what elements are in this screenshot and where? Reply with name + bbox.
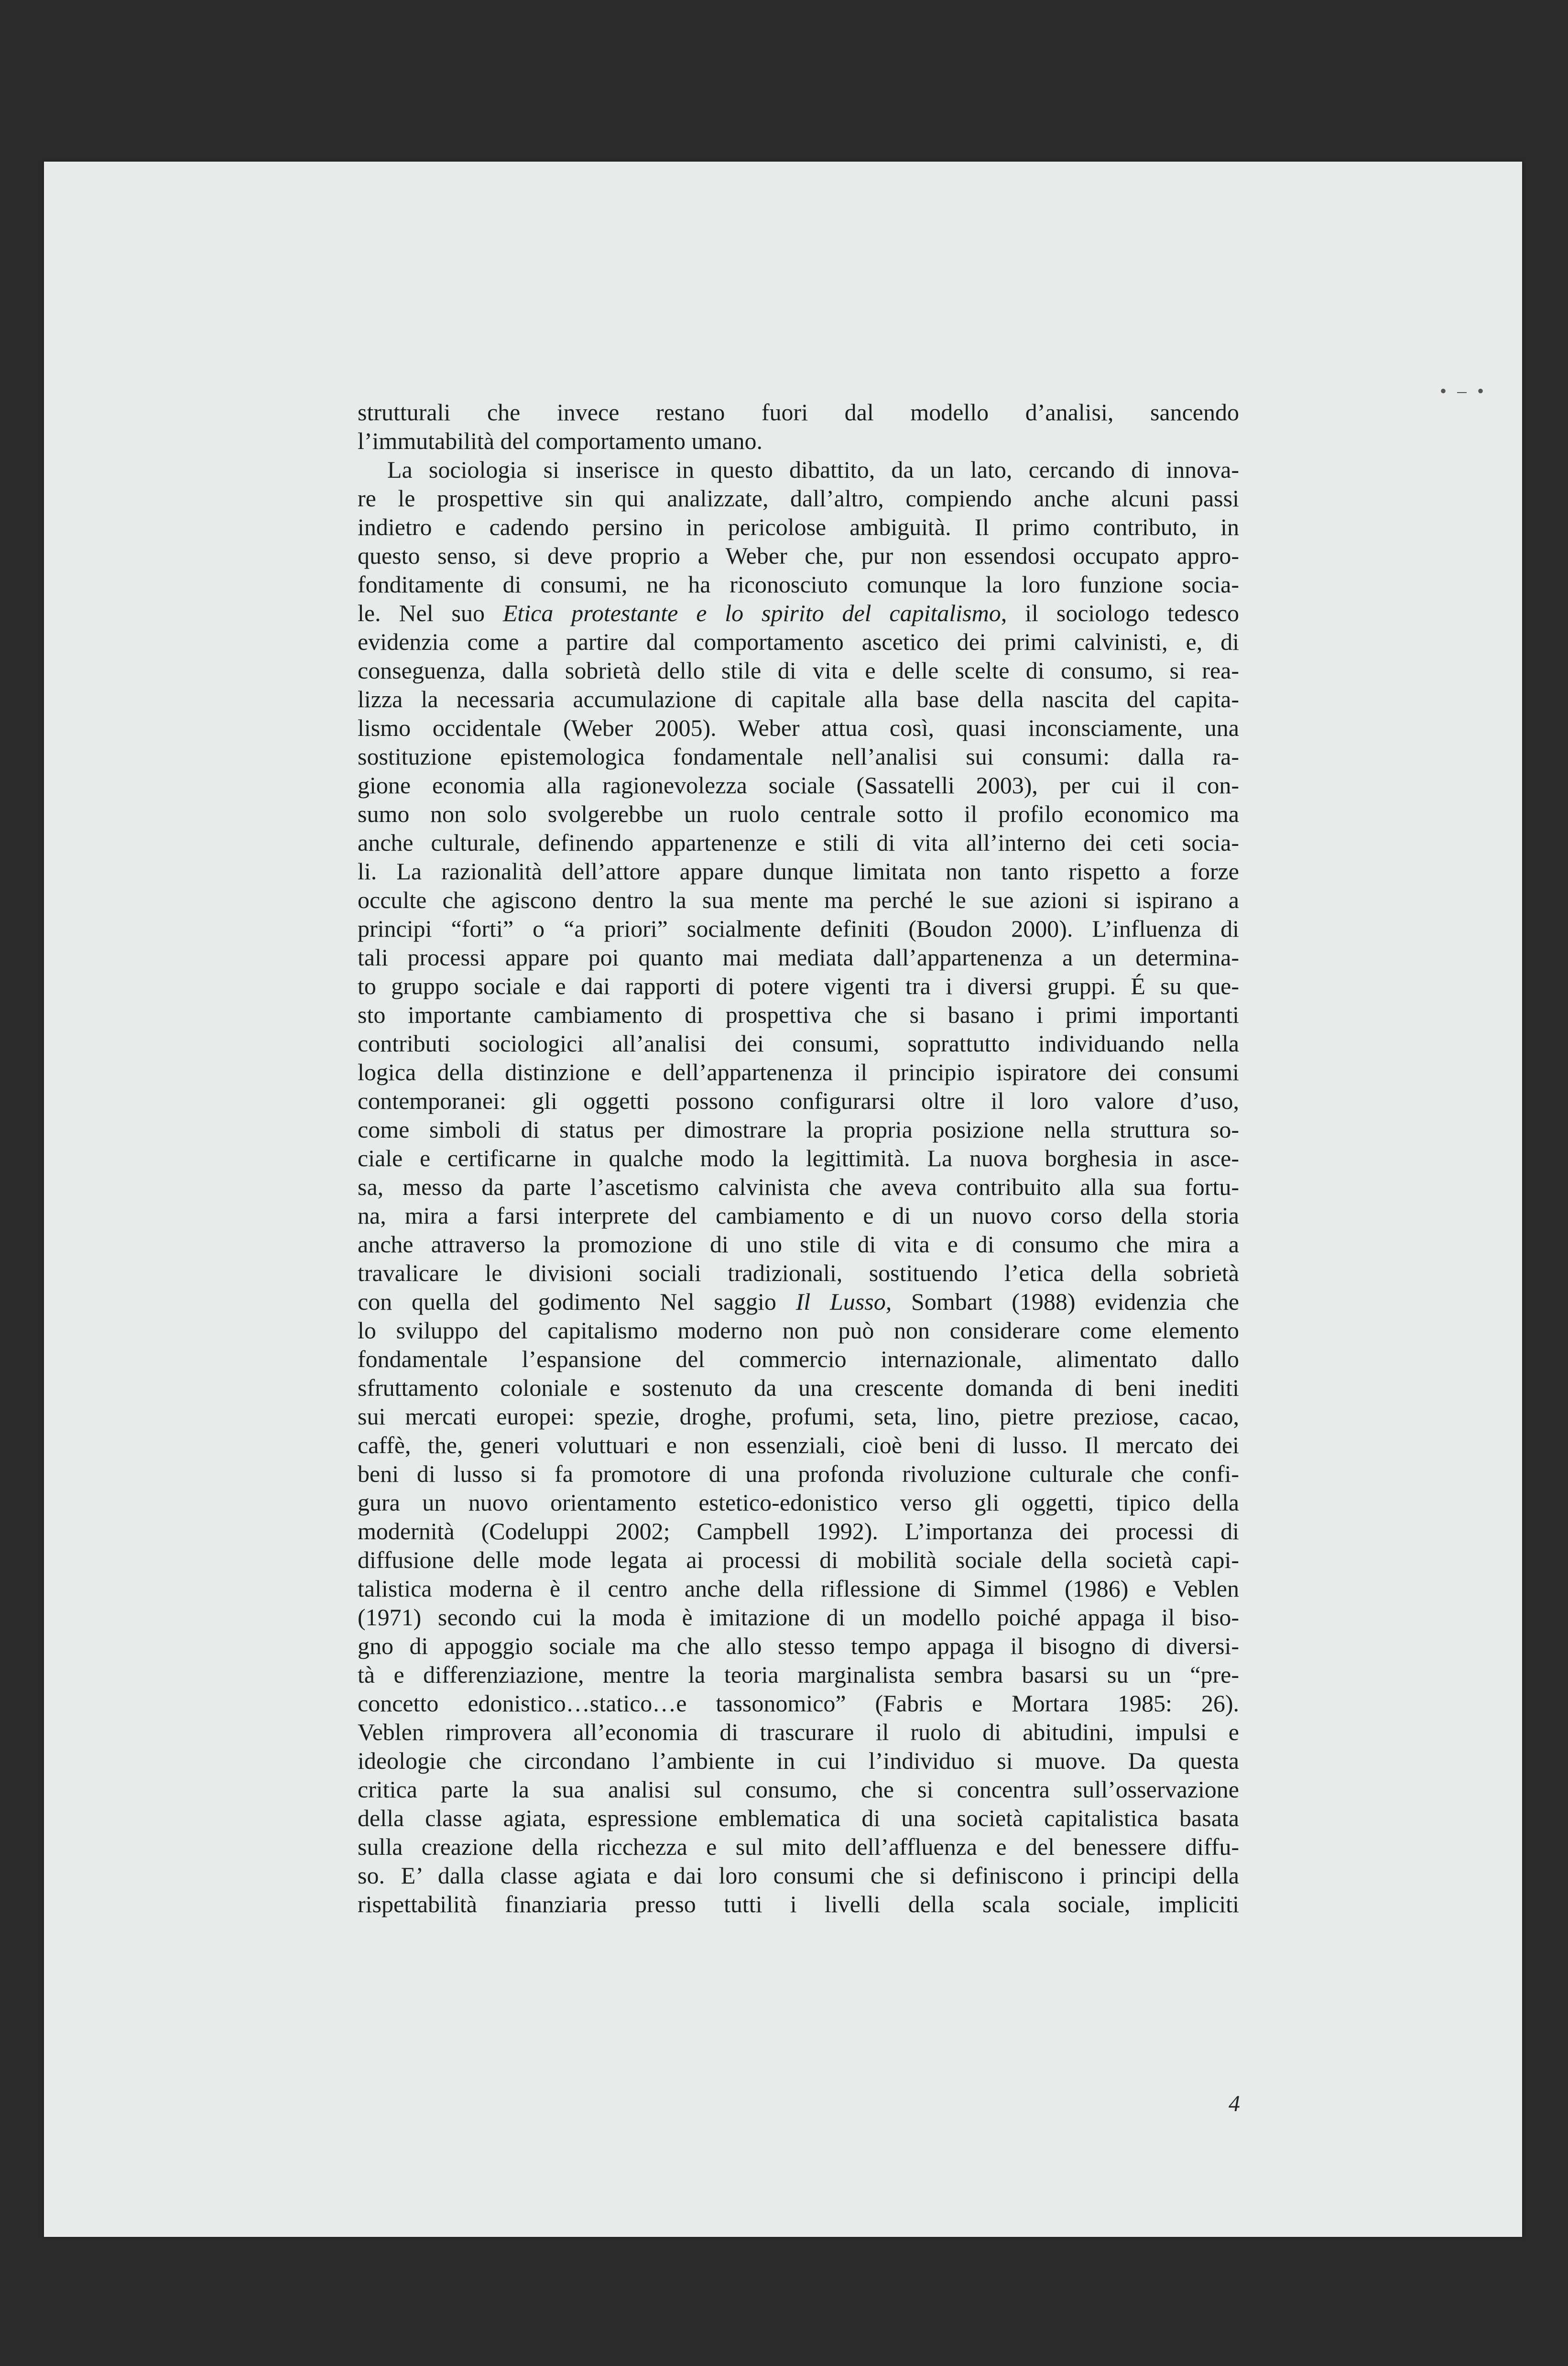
text-line: rispettabilità finanziaria presso tutti i livelli della scala sociale, impliciti: [358, 1891, 1239, 1917]
text-line: ciale e certificarne in qualche modo la legittimità. La nuova borghesia in asce-: [358, 1145, 1239, 1172]
text-line: sulla creazione della ricchezza e sul mito dell’affluenza e del benessere diffu-: [358, 1833, 1239, 1860]
text-line: lo sviluppo del capitalismo moderno non può non considerare come elemento: [358, 1317, 1239, 1344]
text-line: anche attraverso la promozione di uno stile di vita e di consumo che mira a: [358, 1231, 1239, 1258]
text-line: gno di appoggio sociale ma che allo stesso tempo appaga il bisogno di diversi-: [358, 1632, 1239, 1659]
text-line: La sociologia si inserisce in questo dibattito, da un lato, cercando di innova-: [387, 456, 1239, 483]
text-line: come simboli di status per dimostrare la propria posizione nella struttura so-: [358, 1116, 1239, 1143]
body-text: [358, 398, 1239, 1918]
text-line: beni di lusso si fa promotore di una profonda rivoluzione culturale che confi-: [358, 1460, 1239, 1487]
text-line: contributi sociologici all’analisi dei consumi, soprattutto individuando nella: [358, 1030, 1239, 1057]
text-line: talistica moderna è il centro anche della riflessione di Simmel (1986) e Veblen: [358, 1575, 1239, 1602]
text-line: evidenzia come a partire dal comportamento ascetico dei primi calvinisti, e, di: [358, 628, 1239, 655]
text-line: principi “forti” o “a priori” socialmente definiti (Boudon 2000). L’influenza di: [358, 915, 1239, 942]
corner-mark: • ⎯ •: [1440, 380, 1487, 402]
text-line: li. La razionalità dell’attore appare dunque limitata non tanto rispetto a forze: [358, 858, 1239, 885]
text-line: strutturali che invece restano fuori dal modello d’analisi, sancendo: [358, 399, 1239, 426]
text-line: caffè, the, generi voluttuari e non essenziali, cioè beni di lusso. Il mercato dei: [358, 1432, 1239, 1458]
text-line: sostituzione epistemologica fondamentale nell’analisi sui consumi: dalla ra-: [358, 743, 1239, 770]
text-line: sui mercati europei: spezie, droghe, profumi, seta, lino, pietre preziose, cacao,: [358, 1403, 1239, 1430]
page-number: 4: [1229, 2091, 1240, 2116]
text-line: so. E’ dalla classe agiata e dai loro consumi che si definiscono i principi della: [358, 1862, 1239, 1889]
text-line: tali processi appare poi quanto mai mediata dall’appartenenza a un determina-: [358, 944, 1239, 971]
text-line: fondamentale l’espansione del commercio internazionale, alimentato dallo: [358, 1346, 1239, 1372]
text-line: (1971) secondo cui la moda è imitazione di un modello poiché appaga il biso-: [358, 1604, 1239, 1631]
text-line: na, mira a farsi interprete del cambiamento e di un nuovo corso della storia: [358, 1202, 1239, 1229]
text-line: travalicare le divisioni sociali tradizionali, sostituendo l’etica della sobrietà: [358, 1260, 1239, 1286]
text-line: ideologie che circondano l’ambiente in cui l’individuo si muove. Da questa: [358, 1747, 1239, 1774]
text-line: sa, messo da parte l’ascetismo calvinista che aveva contribuito alla sua fortu-: [358, 1173, 1239, 1200]
text-line: tà e differenziazione, mentre la teoria marginalista sembra basarsi su un “pre-: [358, 1661, 1239, 1688]
text-line: modernità (Codeluppi 2002; Campbell 1992). L’importanza dei processi di: [358, 1518, 1239, 1544]
text-line: questo senso, si deve proprio a Weber che, pur non essendosi occupato appro-: [358, 542, 1239, 569]
text-line: della classe agiata, espressione emblematica di una società capitalistica basata: [358, 1805, 1239, 1831]
text-line: fonditamente di consumi, ne ha riconosciuto comunque la loro funzione socia-: [358, 571, 1239, 598]
text-line: occulte che agiscono dentro la sua mente ma perché le sue azioni si ispirano a: [358, 887, 1239, 913]
text-line: le. Nel suo Etica protestante e lo spirito del capitalismo, il sociologo tedesco: [358, 600, 1239, 626]
text-line: lizza la necessaria accumulazione di capitale alla base della nascita del capita-: [358, 686, 1239, 712]
text-line: to gruppo sociale e dai rapporti di potere vigenti tra i diversi gruppi. É su que-: [358, 973, 1239, 999]
text-line: sfruttamento coloniale e sostenuto da una crescente domanda di beni inediti: [358, 1374, 1239, 1401]
text-line: re le prospettive sin qui analizzate, dall’altro, compiendo anche alcuni passi: [358, 485, 1239, 512]
text-line: concetto edonistico…statico…e tassonomico” (Fabris e Mortara 1985: 26).: [358, 1690, 1239, 1717]
text-line: gura un nuovo orientamento estetico-edonistico verso gli oggetti, tipico della: [358, 1489, 1239, 1516]
text-line: sumo non solo svolgerebbe un ruolo centrale sotto il profilo economico ma: [358, 800, 1239, 827]
text-line: critica parte la sua analisi sul consumo, che si concentra sull’osservazione: [358, 1776, 1239, 1803]
text-line: Veblen rimprovera all’economia di trascurare il ruolo di abitudini, impulsi e: [358, 1719, 1239, 1745]
text-line: gione economia alla ragionevolezza sociale (Sassatelli 2003), per cui il con-: [358, 772, 1239, 799]
text-line: contemporanei: gli oggetti possono configurarsi oltre il loro valore d’uso,: [358, 1087, 1239, 1114]
text-line: anche culturale, definendo appartenenze e stili di vita all’interno dei ceti socia-: [358, 829, 1239, 856]
text-line: diffusione delle mode legata ai processi di mobilità sociale della società capi-: [358, 1546, 1239, 1573]
text-line: indietro e cadendo persino in pericolose ambiguità. Il primo contributo, in: [358, 514, 1239, 540]
text-line: lismo occidentale (Weber 2005). Weber attua così, quasi inconsciamente, una: [358, 714, 1239, 741]
text-line: conseguenza, dalla sobrietà dello stile di vita e delle scelte di consumo, si rea-: [358, 657, 1239, 684]
text-line: l’immutabilità del comportamento umano.: [358, 427, 763, 454]
text-line: logica della distinzione e dell’appartenenza il principio ispiratore dei consumi: [358, 1059, 1239, 1085]
text-line: sto importante cambiamento di prospettiva che si basano i primi importanti: [358, 1001, 1239, 1028]
text-line: con quella del godimento Nel saggio Il Lusso, Sombart (1988) evidenzia che: [358, 1288, 1240, 1315]
